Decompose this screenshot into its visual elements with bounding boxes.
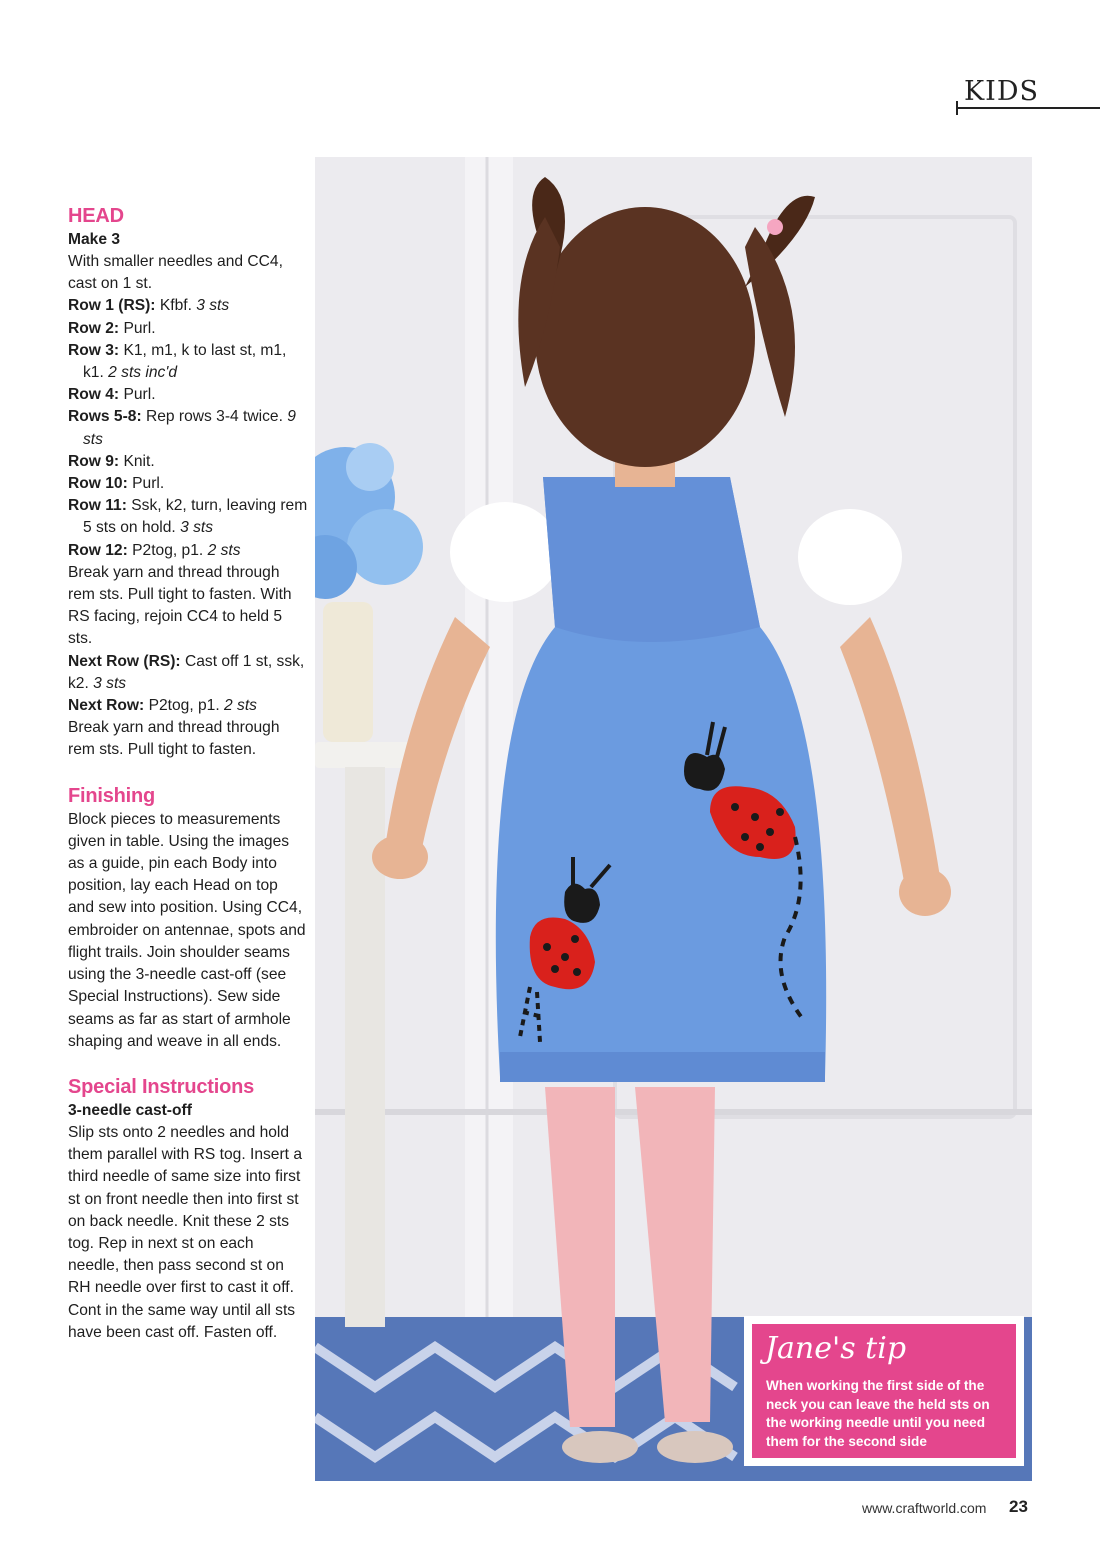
head-next-row: Next Row: P2tog, p1. 2 sts <box>68 697 257 715</box>
head-paragraph: Break yarn and thread through rem sts. Pull tight to fasten. <box>68 719 280 759</box>
special-subheading: 3-needle cast-off <box>68 1101 192 1119</box>
head-paragraph: Break yarn and thread through rem sts. Pull tight to fasten. With RS facing, rejoin CC4 to held 5 sts. <box>68 563 292 648</box>
head-row: Rows 5-8: Rep rows 3-4 twice. 9 sts <box>68 408 296 448</box>
head-next-row: Next Row (RS): Cast off 1 st, ssk, k2. 3 sts <box>68 652 305 692</box>
head-row: Row 4: Purl. <box>68 386 156 404</box>
head-row: Row 2: Purl. <box>68 319 156 337</box>
head-row: Row 9: Knit. <box>68 452 155 470</box>
finishing-heading: Finishing <box>68 784 156 807</box>
head-row: Row 1 (RS): Kfbf. 3 sts <box>68 297 230 315</box>
head-row: Row 10: Purl. <box>68 475 165 493</box>
section-tag: KIDS <box>964 76 1039 107</box>
tip-panel <box>752 1324 1016 1458</box>
finishing-text: Block pieces to measurements given in table. Using the images as a guide, pin each Body into position, lay each Head on top and sew into position. Using CC4, embroider on antennae, spots and flight trails. Join shoulder seams using the 3-needle cast-off (see Special Instructions). Sew side seams as far as start of armhole shaping and weave in all ends. <box>68 810 306 1050</box>
special-heading: Special Instructions <box>68 1075 255 1098</box>
head-row: Row 11: Ssk, k2, turn, leaving rem 5 sts on hold. 3 sts <box>68 497 308 537</box>
section-rule <box>956 107 1100 109</box>
head-subheading: Make 3 <box>68 231 121 248</box>
head-heading: HEAD <box>68 205 124 227</box>
tip-text: When working the first side of the neck you can leave the held sts on the working needle until you need them for the second side <box>766 1378 990 1449</box>
tip-title: Jane's tip <box>765 1331 907 1366</box>
head-intro: With smaller needles and CC4, cast on 1 st. <box>68 253 283 293</box>
instructions-column <box>68 203 308 1344</box>
footer-url: www.craftworld.com <box>862 1500 987 1516</box>
special-text: Slip sts onto 2 needles and hold them parallel with RS tog. Insert a third needle of same size into first st on front needle then into first st on back needle. Knit these 2 sts tog. Rep in next st on each needle, then pass second st on RH needle over first to cast it off. Cont in the same way until all sts have been cast off. Fasten off. <box>68 1123 303 1341</box>
tip-box <box>744 1316 1024 1466</box>
page-number: 23 <box>1009 1497 1028 1516</box>
child-tunic-photo <box>315 157 1032 1481</box>
head-row: Row 3: K1, m1, k to last st, m1, k1. 2 sts inc'd <box>68 341 287 382</box>
head-row: Row 12: P2tog, p1. 2 sts <box>68 541 241 559</box>
